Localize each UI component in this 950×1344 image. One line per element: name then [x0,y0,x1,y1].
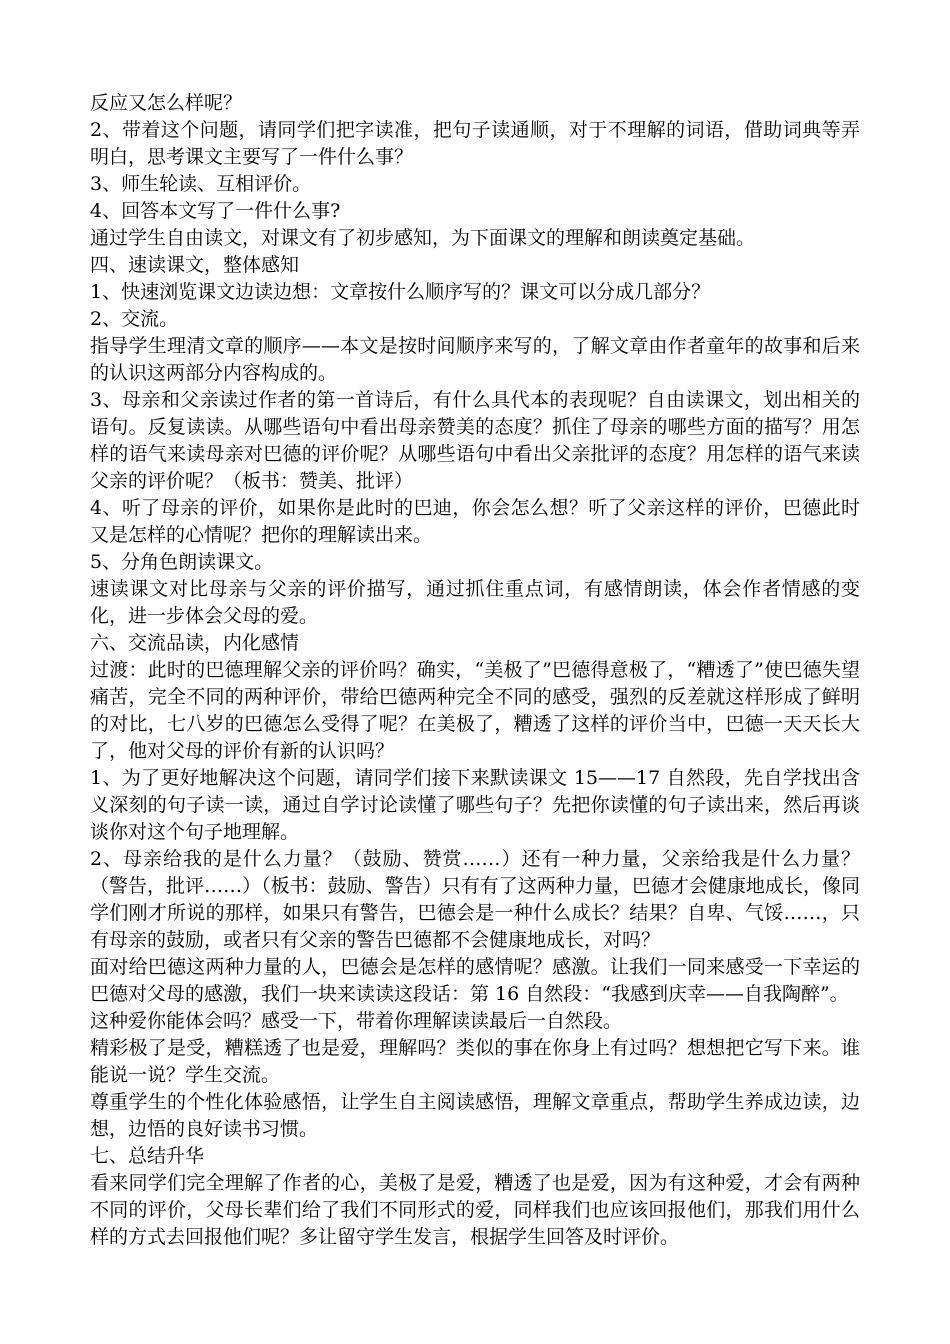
paragraph: 通过学生自由读文，对课文有了初步感知，为下面课文的理解和朗读奠定基础。 [90,227,756,249]
paragraph: 面对给巴德这两种力量的人，巴德会是怎样的感情呢？感激。让我们一同来感受一下幸运的巴德对父母的感激，我们一块来读读这段话：第 16 自然段：“我感到庆幸——自我陶醉”。 [90,956,860,1005]
paragraph: 5、分角色朗读课文。 [90,551,274,573]
paragraph: 1、为了更好地解决这个问题，请同学们接下来默读课文 15——17 自然段，先自学找出含义深刻的句子读一读，通过自学讨论读懂了哪些句子？先把你读懂的句子读出来，然后再谈谈你对这个句子地理解。 [90,767,860,843]
paragraph: 4、听了母亲的评价，如果你是此时的巴迪，你会怎么想？听了父亲这样的评价，巴德此时又是怎样的心情呢？把你的理解读出来。 [90,497,860,546]
paragraph: 2、带着这个问题，请同学们把字读准，把句子读通顺，对于不理解的词语，借助词典等弄明白，思考课文主要写了一件什么事？ [90,119,860,168]
paragraph: 3、师生轮读、互相评价。 [90,173,312,195]
section-heading: 四、速读课文，整体感知 [90,254,300,276]
paragraph: 2、母亲给我的是什么力量？（鼓励、赞赏……）还有一种力量，父亲给我是什么力量？（警告，批评……）（板书：鼓励、警告）只有有了这两种力量，巴德才会健康地成长，像同学们刚才所说的那样，如果只有警告，巴德会是一种什么成长？结果？自卑、气馁……，只有母亲的鼓励，或者只有父亲的警告巴德都不会健康地成长，对吗？ [90,848,860,951]
paragraph: 4、回答本文写了一件什么事? [90,200,341,222]
paragraph: 看来同学们完全理解了作者的心，美极了是爱，糟透了也是爱，因为有这种爱，才会有两种不同的评价，父母长辈们给了我们不同形式的爱，同样我们也应该回报他们，那我们用什么样的方式去回报他们呢？多让留守学生发言，根据学生回答及时评价。 [90,1172,860,1248]
paragraph: 这种爱你能体会吗？感受一下，带着你理解读读最后一自然段。 [90,1010,623,1032]
paragraph: 过渡：此时的巴德理解父亲的评价吗？确实，“美极了”巴德得意极了，“糟透了”使巴德失望痛苦，完全不同的两种评价，带给巴德两种完全不同的感受，强烈的反差就这样形成了鲜明的对比，七八岁的巴德怎么受得了呢？在美极了，糟透了这样的评价当中，巴德一天天长大了，他对父母的评价有新的认识吗？ [90,659,860,762]
paragraph: 速读课文对比母亲与父亲的评价描写，通过抓住重点词，有感情朗读，体会作者情感的变化，进一步体会父母的爱。 [90,578,860,627]
document-page [90,90,860,1251]
paragraph: 1、快速浏览课文边读边想：文章按什么顺序写的？课文可以分成几部分？ [90,281,711,303]
paragraph: 反应又怎么样呢？ [90,92,243,114]
paragraph: 2、交流。 [90,308,179,330]
section-heading: 七、总结升华 [90,1145,205,1167]
section-heading: 六、交流品读，内化感情 [90,632,300,654]
paragraph: 尊重学生的个性化体验感悟，让学生自主阅读感悟，理解文章重点，帮助学生养成边读，边想，边悟的良好读书习惯。 [90,1091,860,1140]
paragraph: 指导学生理清文章的顺序——本文是按时间顺序来写的，了解文章由作者童年的故事和后来的认识这两部分内容构成的。 [90,335,860,384]
paragraph: 精彩极了是受，糟糕透了也是爱，理解吗？类似的事在你身上有过吗？想想把它写下来。谁能说一说？学生交流。 [90,1037,860,1086]
paragraph: 3、母亲和父亲读过作者的第一首诗后，有什么具代本的表现呢？自由读课文，划出相关的语句。反复读读。从哪些语句中看出母亲赞美的态度？抓住了母亲的哪些方面的描写？用怎样的语气来读母亲对巴德的评价呢？从哪些语句中看出父亲批评的态度？用怎样的语气来读父亲的评价呢？（板书：赞美、批评） [90,389,860,492]
